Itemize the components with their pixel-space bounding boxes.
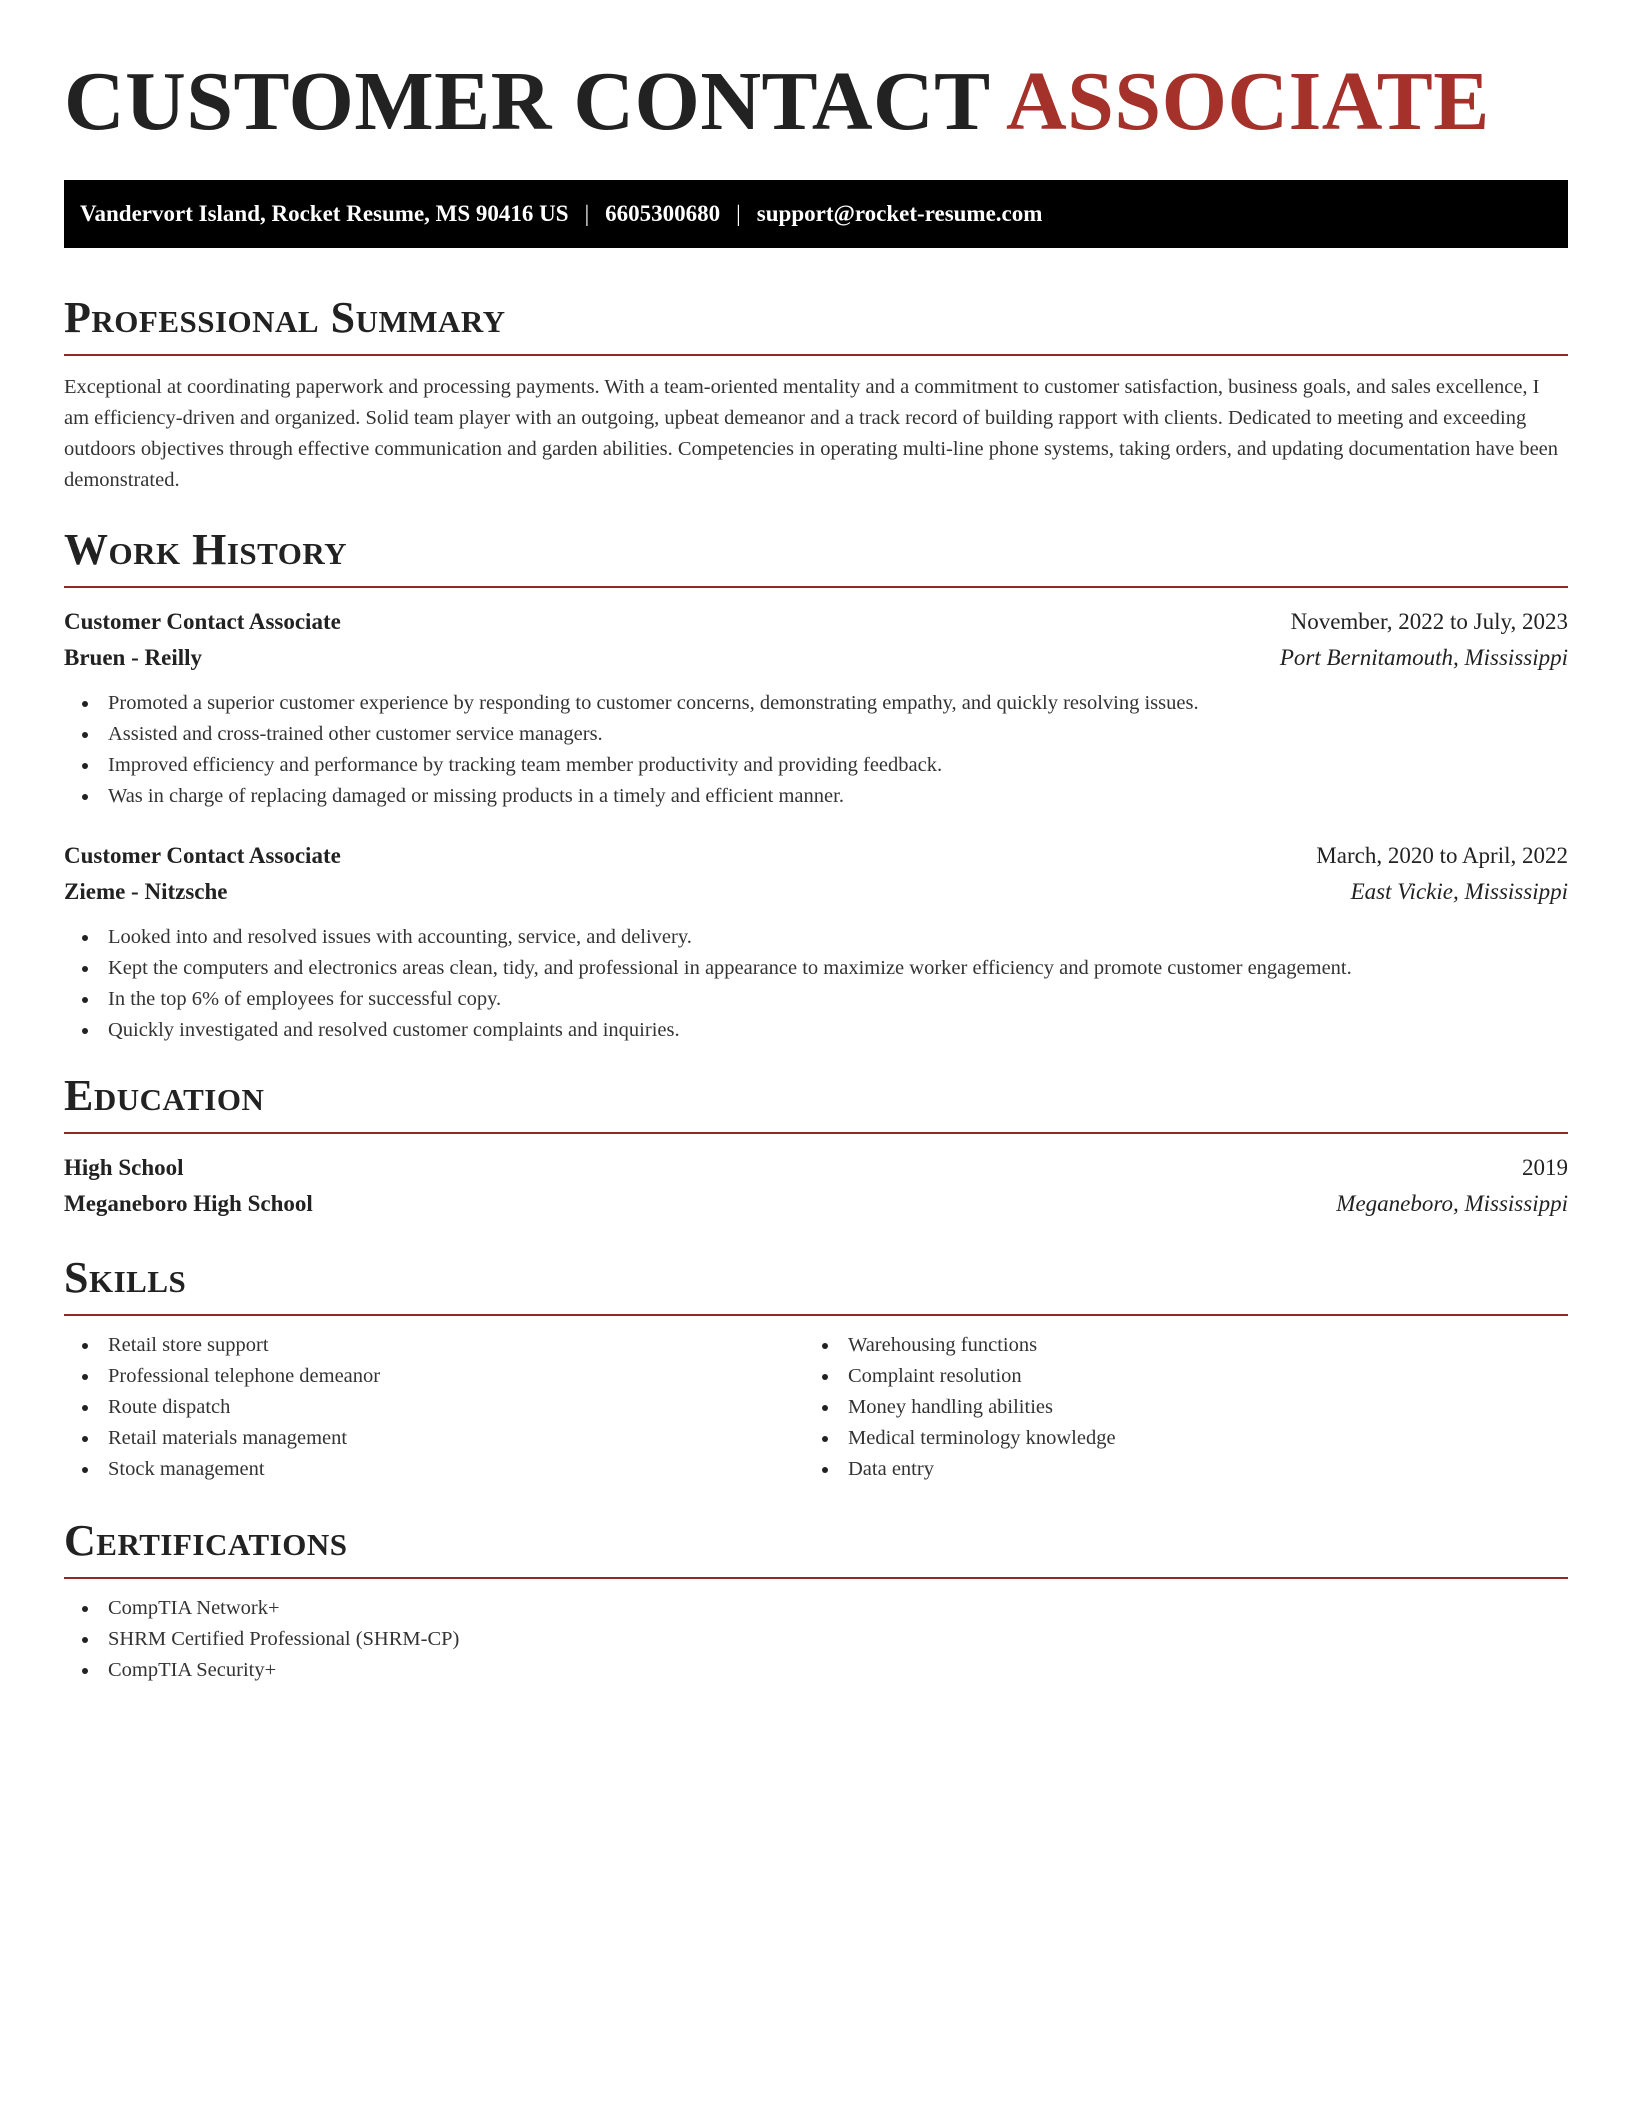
job-location: Port Bernitamouth, Mississippi	[1279, 645, 1568, 670]
list-item: In the top 6% of employees for successful copy.	[108, 984, 1568, 1015]
skills-column-left	[64, 1330, 804, 1485]
education-school: Meganeboro High School	[64, 1191, 313, 1216]
list-item: Promoted a superior customer experience by responding to customer concerns, demonstrating empathy, and quickly resolving issues.	[108, 688, 1568, 719]
job-entry	[64, 604, 1568, 812]
list-item: Professional telephone demeanor	[108, 1361, 804, 1392]
contact-separator: |	[584, 201, 590, 226]
education-degree-row	[64, 1150, 1568, 1186]
education-year: 2019	[1522, 1155, 1568, 1180]
section-divider	[64, 586, 1568, 588]
job-location: East Vickie, Mississippi	[1350, 879, 1568, 904]
list-item: Money handling abilities	[848, 1392, 1544, 1423]
list-item: SHRM Certified Professional (SHRM-CP)	[108, 1624, 1568, 1655]
resume-title	[64, 52, 1568, 152]
section-heading-work: Work History	[64, 525, 348, 574]
job-dates: November, 2022 to July, 2023	[1290, 609, 1568, 634]
section-heading-summary: Professional Summary	[64, 293, 506, 342]
job-bullets	[64, 922, 1568, 1046]
skills-list	[804, 1330, 1544, 1485]
job-title-row	[64, 604, 1568, 640]
skills-list	[64, 1330, 804, 1485]
job-bullets	[64, 688, 1568, 812]
list-item: Stock management	[108, 1454, 804, 1485]
title-main: CUSTOMER CONTACT	[64, 55, 1007, 148]
job-entry	[64, 838, 1568, 1046]
section-divider	[64, 1132, 1568, 1134]
list-item: Retail store support	[108, 1330, 804, 1361]
title-accent: ASSOCIATE	[1006, 55, 1490, 148]
contact-separator: |	[736, 201, 741, 226]
list-item: Warehousing functions	[848, 1330, 1544, 1361]
job-company-row	[64, 640, 1568, 676]
list-item: Retail materials management	[108, 1423, 804, 1454]
list-item: Was in charge of replacing damaged or missing products in a timely and efficient manner.	[108, 781, 1568, 812]
certifications-list	[64, 1593, 1568, 1686]
job-title-row	[64, 838, 1568, 874]
section-divider	[64, 1577, 1568, 1579]
section-heading-skills: Skills	[64, 1253, 187, 1302]
contact-address: Vandervort Island, Rocket Resume, MS 90416 US	[80, 201, 569, 226]
work-history-section	[64, 524, 1568, 1046]
job-company-row	[64, 874, 1568, 910]
contact-bar	[64, 180, 1568, 248]
certifications-section	[64, 1515, 1568, 1686]
education-location: Meganeboro, Mississippi	[1336, 1191, 1568, 1216]
list-item: Quickly investigated and resolved customer complaints and inquiries.	[108, 1015, 1568, 1046]
section-heading-education: Education	[64, 1071, 265, 1120]
contact-email: support@rocket-resume.com	[756, 201, 1043, 226]
list-item: Assisted and cross-trained other customer service managers.	[108, 719, 1568, 750]
contact-phone: 6605300680	[605, 201, 721, 226]
list-item: Route dispatch	[108, 1392, 804, 1423]
list-item: Medical terminology knowledge	[848, 1423, 1544, 1454]
education-school-row	[64, 1186, 1568, 1222]
job-company: Zieme - Nitzsche	[64, 879, 228, 904]
section-heading-certifications: Certifications	[64, 1516, 348, 1565]
section-divider	[64, 1314, 1568, 1316]
education-entry	[64, 1150, 1568, 1222]
summary-text: Exceptional at coordinating paperwork and processing payments. With a team-oriented mentality and a commitment to customer satisfaction, business goals, and sales excellence, I am efficiency-driven and organized. Solid team player with an outgoing, upbeat demeanor and a track record of building rapport with clients. Dedicated to meeting and exceeding outdoors objectives through effective communication and garden abilities. Competencies in operating multi-line phone systems, taking orders, and updating documentation have been demonstrated.	[64, 376, 1559, 491]
list-item: Improved efficiency and performance by tracking team member productivity and providing feedback.	[108, 750, 1568, 781]
section-divider	[64, 354, 1568, 356]
job-title: Customer Contact Associate	[64, 609, 341, 634]
list-item: Complaint resolution	[848, 1361, 1544, 1392]
job-title: Customer Contact Associate	[64, 843, 341, 868]
skills-column-right	[804, 1330, 1544, 1485]
education-degree: High School	[64, 1155, 184, 1180]
list-item: Data entry	[848, 1454, 1544, 1485]
list-item: Looked into and resolved issues with accounting, service, and delivery.	[108, 922, 1568, 953]
summary-section	[64, 292, 1568, 496]
education-section	[64, 1070, 1568, 1222]
skills-grid	[64, 1330, 1568, 1485]
job-dates: March, 2020 to April, 2022	[1316, 843, 1568, 868]
list-item: CompTIA Network+	[108, 1593, 1568, 1624]
list-item: Kept the computers and electronics areas clean, tidy, and professional in appearance to maximize worker efficiency and promote customer engagement.	[108, 953, 1568, 984]
job-company: Bruen - Reilly	[64, 645, 202, 670]
list-item: CompTIA Security+	[108, 1655, 1568, 1686]
skills-section	[64, 1252, 1568, 1485]
